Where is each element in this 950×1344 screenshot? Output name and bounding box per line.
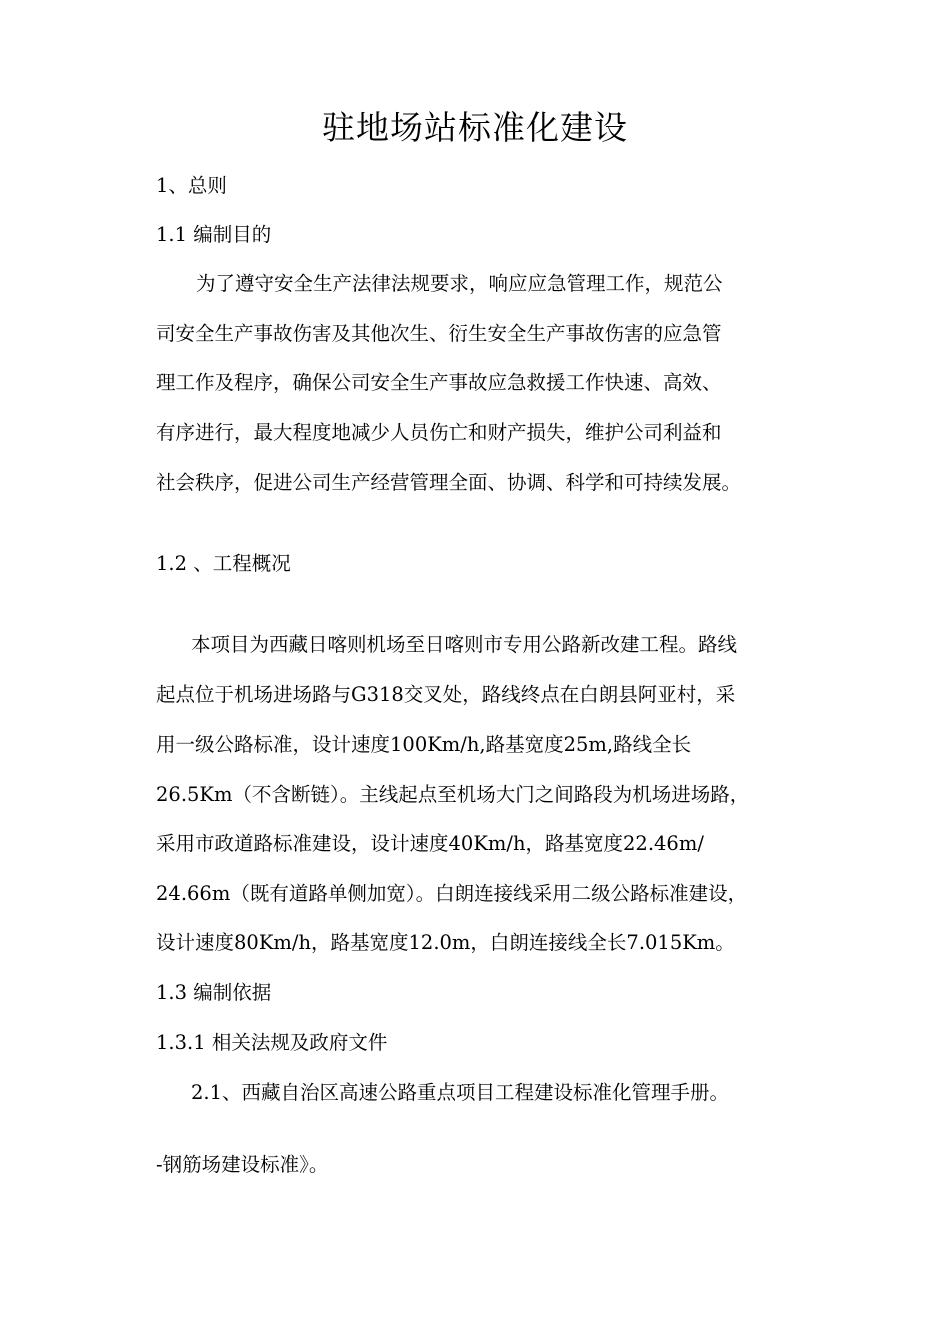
para2-line-1: 本项目为西藏日喀则机场至日喀则市专用公路新改建工程。路线 [191, 633, 738, 656]
para2-line-6: 24.66m（既有道路单侧加宽）。白朗连接线采用二级公路标准建设， [156, 882, 748, 905]
para1-line-1: 为了遵守安全生产法律法规要求，响应应急管理工作，规范公 [196, 272, 723, 295]
para2-line-3: 用一级公路标准，设计速度100Km/h,路基宽度25m,路线全长 [156, 733, 692, 756]
para2-line-7: 设计速度80Km/h，路基宽度12.0m，白朗连接线全长7.015Km。 [156, 931, 735, 954]
list-item-2-1: 2.1、西藏自治区高速公路重点项目工程建设标准化管理手册。 [191, 1081, 730, 1104]
para2-line-2: 起点位于机场进场路与G318交叉处，路线终点在白朗县阿亚村，采 [156, 683, 736, 706]
section-heading-1-1: 1.1 编制目的 [156, 223, 272, 246]
list-item-rebar-standard: -钢筋场建设标准》。 [156, 1153, 329, 1176]
para1-line-4: 有序进行，最大程度地减少人员伤亡和财产损失，维护公司利益和 [156, 421, 722, 444]
para1-line-2: 司安全生产事故伤害及其他次生、衍生安全生产事故伤害的应急管 [156, 322, 722, 345]
section-heading-1-3-1: 1.3.1 相关法规及政府文件 [156, 1031, 388, 1054]
section-heading-1-2: 1.2 、工程概况 [156, 552, 291, 575]
para1-line-3: 理工作及程序，确保公司安全生产事故应急救援工作快速、高效、 [156, 371, 722, 394]
section-heading-1: 1、总则 [156, 174, 227, 197]
para2-line-5: 采用市政道路标准建设，设计速度40Km/h，路基宽度22.46m/ [156, 832, 704, 855]
para2-line-4: 26.5Km（不含断链）。主线起点至机场大门之间路段为机场进场路， [156, 783, 750, 806]
section-heading-1-3: 1.3 编制依据 [156, 981, 272, 1004]
document-title: 驻地场站标准化建设 [322, 108, 628, 147]
para1-line-5: 社会秩序，促进公司生产经营管理全面、协调、科学和可持续发展。 [156, 471, 742, 494]
